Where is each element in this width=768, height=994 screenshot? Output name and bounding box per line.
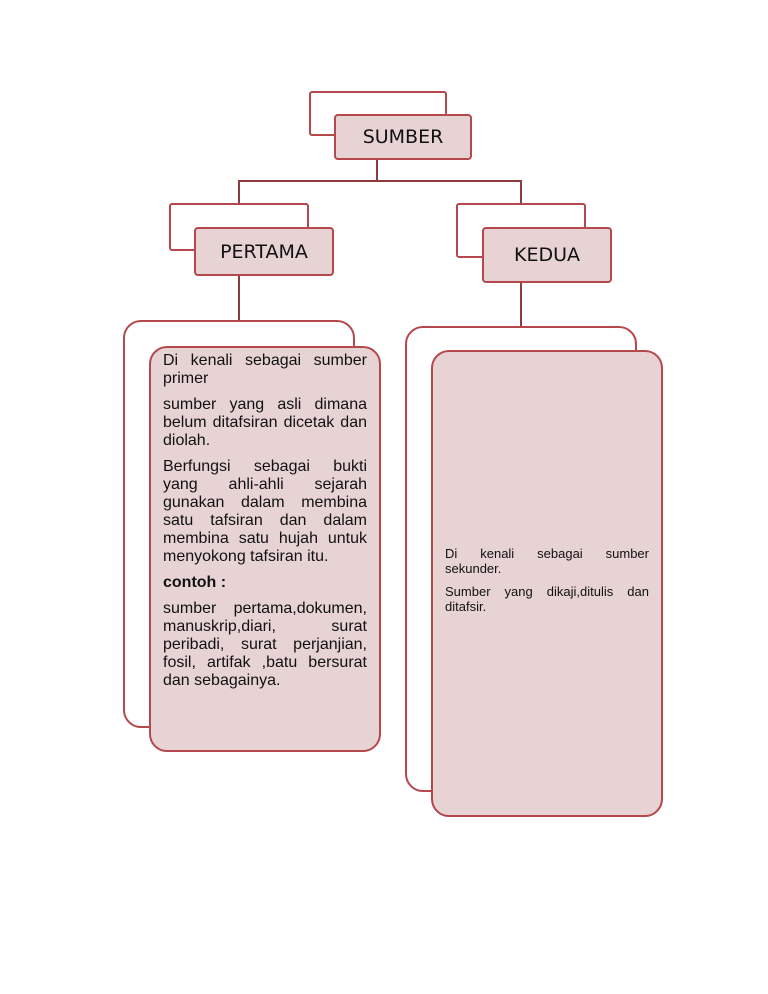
left-node: [194, 227, 334, 276]
connector-horizontal: [238, 180, 522, 182]
connector-root-down: [376, 160, 378, 181]
right-content-box: [431, 350, 663, 817]
left-paragraph: Berfungsi sebagai bukti yang ahli-ahli sejarah gunakan dalam membina satu tafsiran dan dalam membina satu hujah untuk menyokong tafsiran itu.: [163, 458, 367, 565]
left-paragraph: sumber yang asli dimana belum ditafsiran dicetak dan diolah.: [163, 396, 367, 449]
left-node-label: PERTAMA: [220, 240, 308, 263]
right-paragraph: Sumber yang dikaji,ditulis dan ditafsir.: [445, 583, 649, 614]
root-node-label: SUMBER: [362, 126, 444, 148]
left-heading-contoh: contoh :: [163, 574, 227, 591]
right-node: [482, 227, 612, 283]
left-content-box: [149, 346, 381, 752]
right-node-label: KEDUA: [514, 244, 580, 266]
connector-left-to-box: [238, 276, 240, 320]
left-paragraph: sumber pertama,dokumen, manuskrip,diari, surat peribadi, surat perjanjian, fosil, artifak ,batu bersurat dan sebagainya.: [163, 600, 367, 689]
connector-right-down: [520, 180, 522, 204]
connector-right-to-box: [520, 283, 522, 326]
connector-left-down: [238, 180, 240, 204]
right-content-text: [445, 546, 649, 622]
right-paragraph: Di kenali sebagai sumber sekunder.: [445, 545, 649, 576]
left-content-text: [163, 352, 367, 690]
left-paragraph: Di kenali sebagai sumber primer: [163, 352, 367, 387]
root-node: [334, 114, 472, 160]
